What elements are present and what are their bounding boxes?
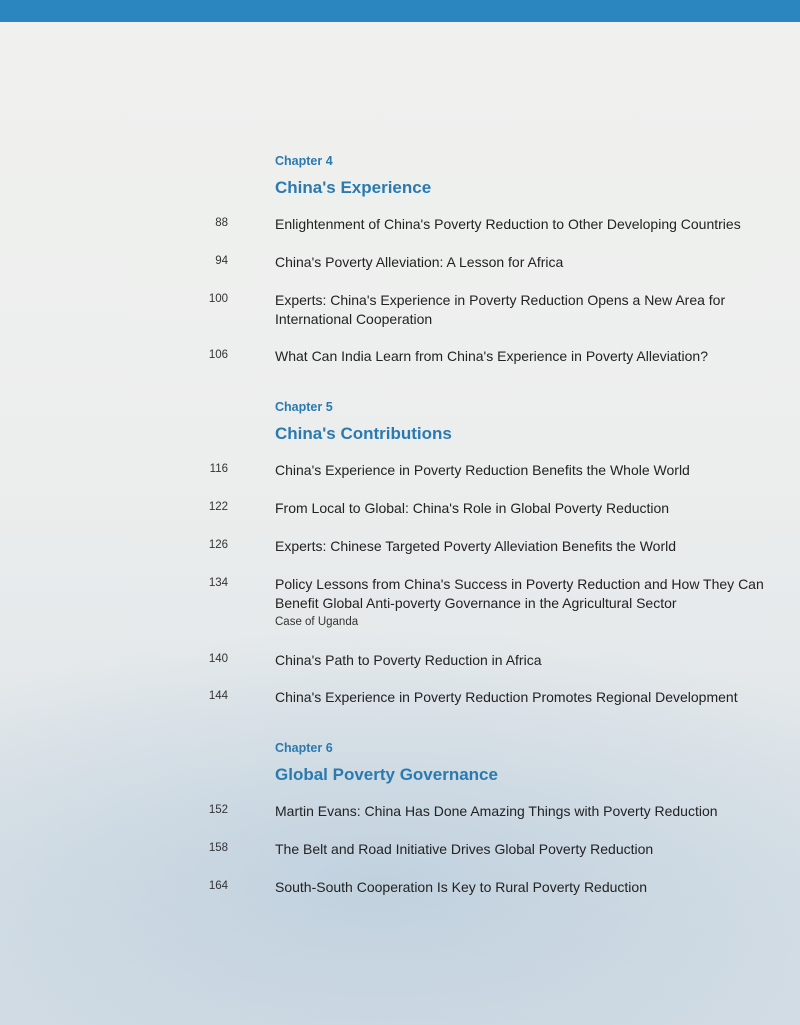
entry-title: Policy Lessons from China's Success in Poverty Reduction and How They Can Benefit Global Anti-poverty Governance in the Agricultural Sector bbox=[275, 576, 764, 611]
page-number: 126 bbox=[208, 539, 228, 551]
chapter-4-title: China's Experience bbox=[275, 178, 432, 197]
page-number: 100 bbox=[208, 293, 228, 305]
top-color-band bbox=[0, 0, 800, 22]
entry-title: China's Path to Poverty Reduction in Africa bbox=[275, 652, 542, 668]
page-number: 164 bbox=[208, 880, 228, 892]
page-number: 152 bbox=[208, 804, 228, 816]
chapter-5-title: China's Contributions bbox=[275, 424, 452, 443]
chapter-5-label: Chapter 5 bbox=[275, 400, 333, 414]
entry-title: South-South Cooperation Is Key to Rural Poverty Reduction bbox=[275, 879, 647, 895]
page-number: 134 bbox=[208, 577, 228, 589]
entry-title: Martin Evans: China Has Done Amazing Things with Poverty Reduction bbox=[275, 803, 718, 819]
page-number: 122 bbox=[208, 501, 228, 513]
contents-page bbox=[0, 22, 800, 1025]
page-number: 116 bbox=[209, 463, 228, 475]
page-number: 106 bbox=[208, 349, 228, 361]
chapter-4-label: Chapter 4 bbox=[275, 154, 333, 168]
chapter-6-title: Global Poverty Governance bbox=[275, 765, 498, 784]
entry-title-block bbox=[275, 575, 775, 631]
page-number: 88 bbox=[215, 217, 228, 229]
entry-title: China's Experience in Poverty Reduction Benefits the Whole World bbox=[275, 462, 690, 478]
page-number: 94 bbox=[215, 255, 228, 267]
page-number: 140 bbox=[208, 653, 228, 665]
entry-title: China's Poverty Alleviation: A Lesson for Africa bbox=[275, 254, 564, 270]
entry-title: What Can India Learn from China's Experience in Poverty Alleviation? bbox=[275, 348, 709, 364]
page-number: 158 bbox=[208, 842, 228, 854]
chapter-6-label: Chapter 6 bbox=[275, 741, 333, 755]
entry-title: Enlightenment of China's Poverty Reduction to Other Developing Countries bbox=[275, 216, 741, 232]
entry-title: Experts: China's Experience in Poverty Reduction Opens a New Area for International Cooperation bbox=[275, 292, 726, 327]
entry-title: From Local to Global: China's Role in Global Poverty Reduction bbox=[275, 500, 670, 516]
page-number: 144 bbox=[208, 690, 228, 702]
entry-title: China's Experience in Poverty Reduction Promotes Regional Development bbox=[275, 689, 738, 705]
entry-title: Experts: Chinese Targeted Poverty Alleviation Benefits the World bbox=[275, 538, 677, 554]
entry-title: The Belt and Road Initiative Drives Global Poverty Reduction bbox=[275, 841, 654, 857]
entry-subtitle: Case of Uganda bbox=[275, 616, 359, 628]
